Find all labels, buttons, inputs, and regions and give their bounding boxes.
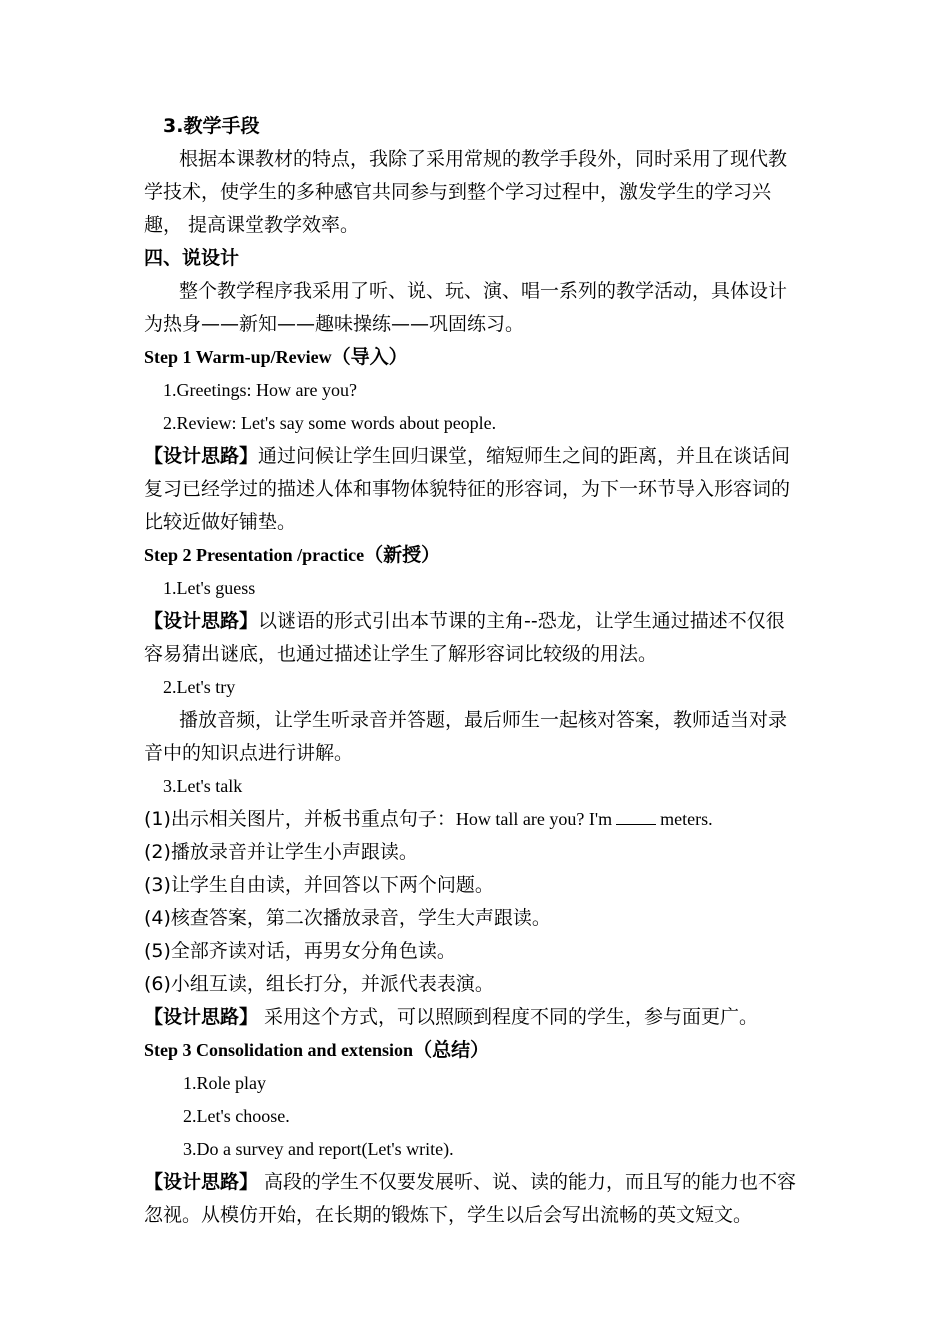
- design-idea: [144, 605, 785, 638]
- step-title-en: Step 2 Presentation /practice: [144, 545, 365, 565]
- paragraph-line: 复习已经学过的描述人体和事物体貌特征的形容词，为下一环节导入形容词的: [144, 478, 791, 500]
- list-item: 3.Do a survey and report(Let's write).: [183, 1139, 454, 1159]
- list-item: 1.Role play: [183, 1073, 266, 1093]
- paragraph-line: 忽视。从模仿开始，在长期的锻炼下，学生以后会写出流畅的英文短文。: [144, 1204, 753, 1226]
- list-item: 1.Greetings: How are you?: [163, 380, 357, 400]
- section-heading: 四、说设计: [144, 247, 240, 269]
- list-item: 1.Let's guess: [163, 578, 256, 598]
- design-idea-label: 【设计思路】: [144, 610, 259, 632]
- list-item: (4)核查答案，第二次播放录音，学生大声跟读。: [144, 907, 551, 929]
- list-item: 2.Review: Let's say some words about people.: [163, 413, 497, 433]
- paragraph-line: 趣， 提高课堂教学效率。: [144, 214, 360, 236]
- paragraph-line: 学技术，使学生的多种感官共同参与到整个学习过程中，激发学生的学习兴: [144, 181, 772, 203]
- list-item: 3.Let's talk: [163, 776, 243, 796]
- list-item: (2)播放录音并让学生小声跟读。: [144, 841, 418, 863]
- list-item: (6)小组互读，组长打分，并派代表表演。: [144, 973, 494, 995]
- paragraph-line: 音中的知识点进行讲解。: [144, 742, 354, 764]
- list-item: (3)让学生自由读，并回答以下两个问题。: [144, 874, 494, 896]
- fill-blank: [616, 808, 656, 825]
- step-heading: [144, 539, 440, 572]
- step-title-cn: （导入）: [331, 346, 408, 368]
- list-item: [144, 803, 713, 836]
- paragraph-line: 为热身——新知——趣味操练——巩固练习。: [144, 313, 525, 335]
- paragraph-line: 播放音频，让学生听录音并答题，最后师生一起核对答案，教师适当对录: [179, 709, 788, 731]
- key-sentence-end: meters.: [660, 809, 713, 829]
- step-title-en: Step 3 Consolidation and extension: [144, 1040, 414, 1060]
- list-item: 2.Let's try: [163, 677, 236, 697]
- paragraph-line: 根据本课教材的特点，我除了采用常规的教学手段外，同时采用了现代教: [179, 148, 788, 170]
- step-heading: [144, 341, 408, 374]
- key-sentence: How tall are you? I'm: [455, 809, 613, 829]
- design-idea-text: 采用这个方式，可以照顾到程度不同的学生，参与面更广。: [258, 1006, 759, 1028]
- paragraph-line: 比较近做好铺垫。: [144, 511, 297, 533]
- design-idea-label: 【设计思路】: [144, 1006, 259, 1028]
- step-heading: [144, 1034, 489, 1067]
- design-idea-text: 以谜语的形式引出本节课的主角--恐龙，让学生通过描述不仅很: [258, 610, 785, 632]
- design-idea-label: 【设计思路】: [144, 445, 259, 467]
- talk-step-text: (1)出示相关图片，并板书重点句子：: [144, 808, 456, 830]
- design-idea-label: 【设计思路】: [144, 1171, 259, 1193]
- paragraph-line: 容易猜出谜底，也通过描述让学生了解形容词比较级的用法。: [144, 643, 658, 665]
- design-idea-text: 通过问候让学生回归课堂，缩短师生之间的距离，并且在谈话间: [258, 445, 791, 467]
- design-idea: [144, 440, 790, 473]
- design-idea-text: 高段的学生不仅要发展听、说、读的能力，而且写的能力也不容: [258, 1171, 797, 1193]
- step-title-cn: （总结）: [413, 1039, 490, 1061]
- paragraph-line: 整个教学程序我采用了听、说、玩、演、唱一系列的教学活动，具体设计: [179, 280, 788, 302]
- design-idea: [144, 1001, 758, 1034]
- list-item: (5)全部齐读对话，再男女分角色读。: [144, 940, 456, 962]
- step-title-en: Step 1 Warm-up/Review: [144, 347, 332, 367]
- section-heading: 3.教学手段: [163, 115, 260, 137]
- step-title-cn: （新授）: [364, 544, 441, 566]
- list-item: 2.Let's choose.: [183, 1106, 290, 1126]
- design-idea: [144, 1166, 796, 1199]
